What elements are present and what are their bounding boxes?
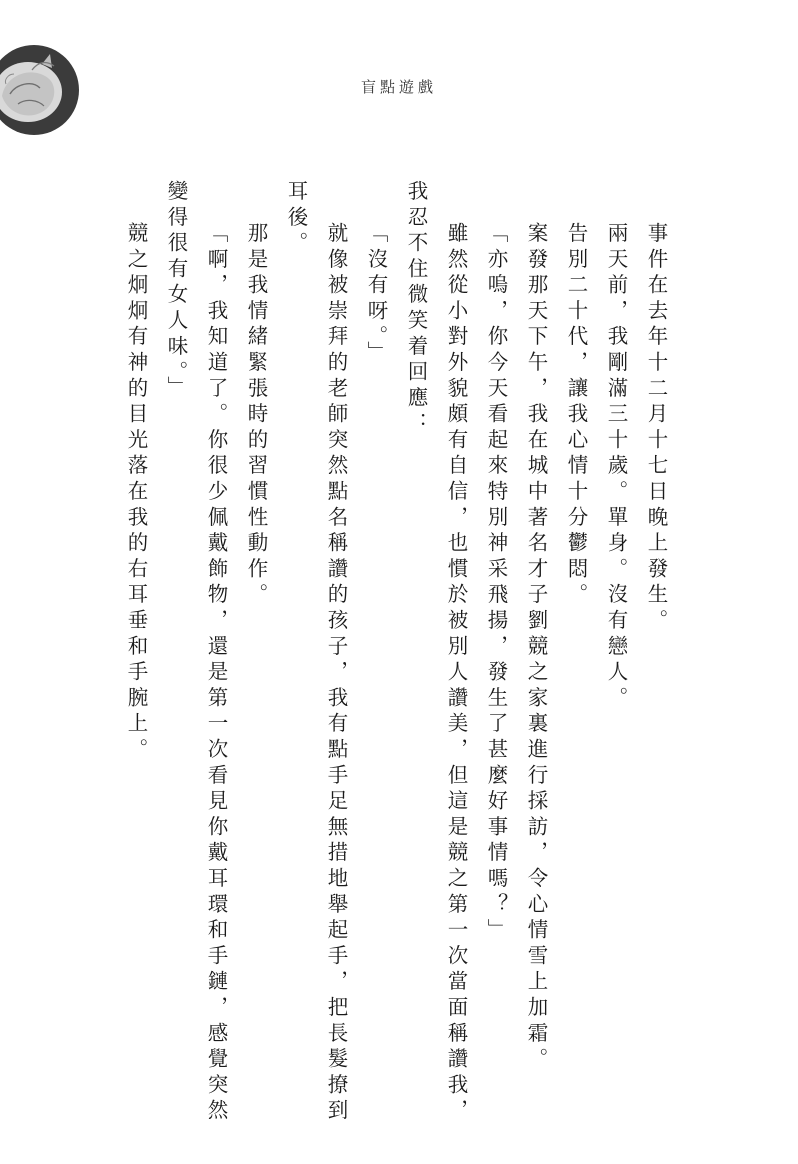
text-column-8: 「沒有呀。」 xyxy=(364,222,388,367)
text-column-3: 告別二十代，讓我心情十分鬱悶。 xyxy=(564,222,588,609)
text-column-10: 耳後。 xyxy=(284,180,308,258)
text-column-4: 案發那天下午，我在城中著名才子劉競之家裏進行採訪，令心情雪上加霜。 xyxy=(524,222,548,1074)
text-column-12: 「啊，我知道了。你很少佩戴飾物，還是第一次看見你戴耳環和手鏈，感覺突然 xyxy=(204,222,228,1125)
text-column-11: 那是我情緒緊張時的習慣性動作。 xyxy=(244,222,268,609)
text-column-5: 「亦嗚，你今天看起來特別神采飛揚，發生了甚麼好事情嗎？」 xyxy=(484,222,508,945)
text-column-9: 就像被崇拜的老師突然點名稱讚的孩子，我有點手足無措地舉起手，把長髮撩到 xyxy=(324,222,348,1125)
text-column-13: 變得很有女人味。」 xyxy=(164,180,188,402)
text-column-2: 兩天前，我剛滿三十歲。單身。沒有戀人。 xyxy=(604,222,628,713)
text-column-7: 我忍不住微笑着回應： xyxy=(404,180,428,438)
text-column-6: 雖然從小對外貌頗有自信，也慣於被別人讚美，但這是競之第一次當面稱讚我， xyxy=(444,222,468,1125)
text-column-1: 事件在去年十二月十七日晚上發生。 xyxy=(644,222,668,635)
running-head: 盲點遊戲 xyxy=(360,78,437,96)
text-column-14: 競之炯炯有神的目光落在我的右耳垂和手腕上。 xyxy=(124,222,148,764)
